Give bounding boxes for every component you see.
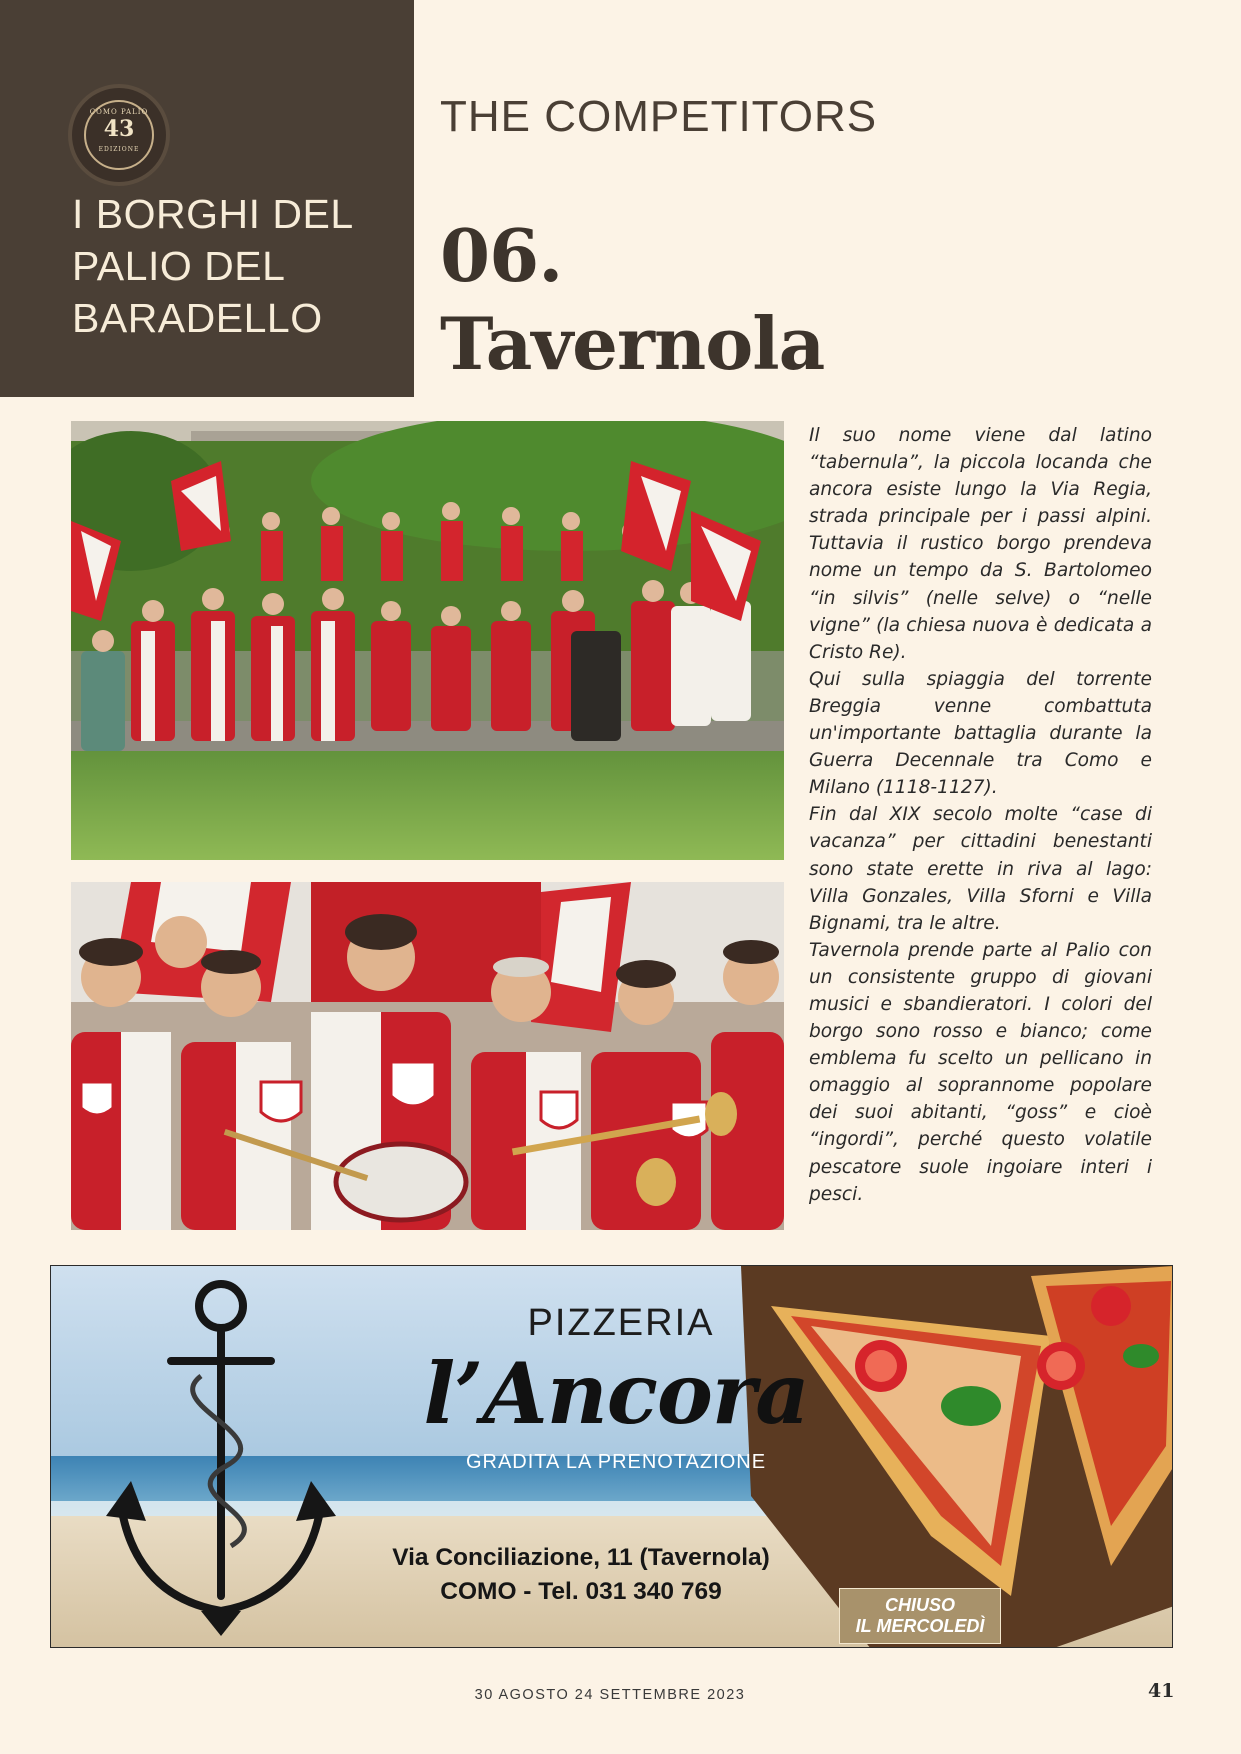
ad-tagline: GRADITA LA PRENOTAZIONE: [465, 1451, 767, 1473]
article-paragraph: Il suo nome viene dal latino “tabernula”, la piccola locanda che ancora esiste lungo la Via Regia, strada principale per i passi alpini. Tuttavia il rustico borgo prendeva nome un tempo da S. Bartolomeo “in silvis” (nelle selve) o “nelle vigne” (la chiesa nuova è dedicata a Cristo Re).: [809, 425, 1152, 663]
edition-badge: [72, 88, 166, 182]
ad-closed-badge: [839, 1588, 1001, 1644]
page-title: [440, 212, 824, 388]
ad-brand-label: PIZZERIA: [527, 1302, 715, 1344]
badge-edition-number: 43: [103, 116, 135, 142]
musicians-photo: [71, 882, 784, 1230]
article-paragraph: Qui sulla spiaggia del torrente Breggia venne combattuta un'importante battaglia durante la Guerra Decennale tra Como e Milano (1118-1127).: [809, 668, 1152, 799]
group-photo-illustration: [71, 421, 784, 860]
page-number: 41: [1148, 1680, 1175, 1702]
article-paragraph: Tavernola prende parte al Palio con un consistente gruppo di giovani musici e sbandieratori. I colori del borgo sono rosso e bianco; come emblema fu scelto un pellicano in omaggio al soprannome popolare dei suoi abitanti, “goss” e cioè “ingordi”, perché questo volatile pescatore suole ingoiare interi i pesci.: [809, 939, 1152, 1205]
section-title-line: I BORGHI DEL: [72, 191, 354, 237]
ad-address-street: Via Conciliazione, 11 (Tavernola): [392, 1544, 770, 1571]
section-title-line: PALIO DEL: [72, 243, 286, 289]
ad-address: [351, 1541, 811, 1609]
ad-address-phone: COMO - Tel. 031 340 769: [440, 1578, 722, 1605]
ad-closed-line: IL MERCOLEDÌ: [855, 1616, 985, 1636]
pizzeria-advertisement: [50, 1265, 1173, 1648]
group-photo: [71, 421, 784, 860]
section-header-block: [0, 0, 414, 397]
footer-date: 30 AGOSTO 24 SETTEMBRE 2023: [474, 1687, 746, 1703]
badge-bottom-text: EDIZIONE: [98, 146, 140, 153]
section-title-line: BARADELLO: [72, 295, 323, 341]
badge-top-text: COMO PALIO: [89, 108, 149, 116]
ad-closed-line: CHIUSO: [884, 1595, 955, 1615]
article-paragraph: Fin dal XIX secolo molte “case di vacanza” per cittadini benestanti sono state erette in riva al lago: Villa Gonzales, Villa Sforni e Villa Bignami, tra le altre.: [809, 804, 1152, 934]
ad-brand-name: l’Ancora: [423, 1344, 809, 1443]
musicians-photo-illustration: [71, 882, 784, 1230]
article-body: [809, 422, 1152, 1208]
section-title: [72, 188, 402, 344]
borgo-number: 06.: [440, 213, 563, 298]
borgo-name: Tavernola: [440, 301, 825, 386]
eyebrow-title: THE COMPETITORS: [440, 92, 878, 141]
